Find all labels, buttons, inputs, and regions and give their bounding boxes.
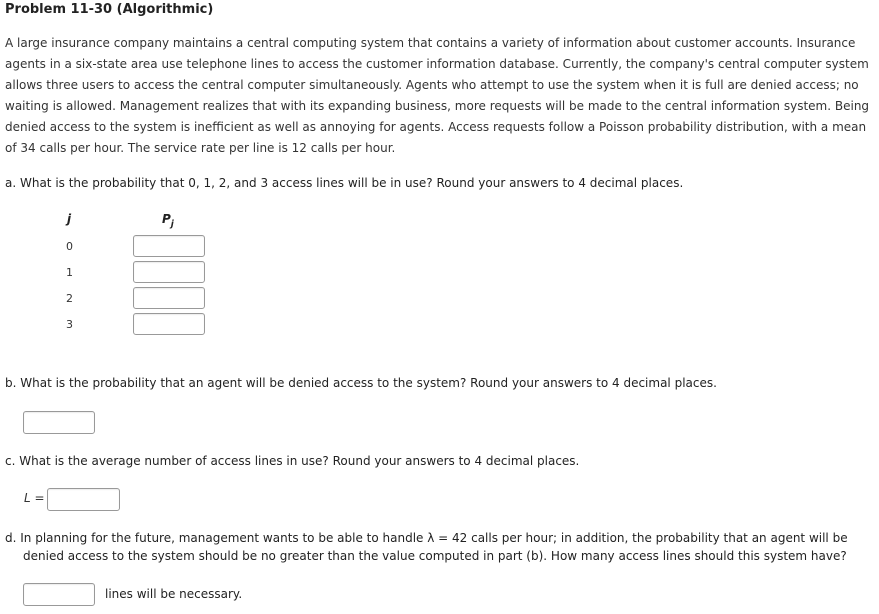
question-d: d. In planning for the future, management wants to be able to handle λ = 42 calls per hour; in addition, the probability that an agent will be denied access to the system should be no greater than the value computed in part (b). How many access lines should this system have? xyxy=(5,531,848,563)
p3-input[interactable] xyxy=(133,313,205,335)
row-label-j2: 2 xyxy=(66,292,73,305)
lines-needed-suffix: lines will be necessary. xyxy=(105,587,243,601)
column-header-p-subscript: j xyxy=(170,219,174,230)
p0-input[interactable] xyxy=(133,235,205,257)
problem-title: Problem 11-30 (Algorithmic) xyxy=(5,2,214,17)
l-label: L = xyxy=(24,491,45,505)
row-label-j1: 1 xyxy=(66,266,73,279)
denied-probability-input[interactable] xyxy=(23,411,95,434)
average-lines-input[interactable] xyxy=(47,488,120,511)
row-label-j3: 3 xyxy=(66,318,73,331)
column-header-pj xyxy=(162,212,174,229)
question-a: a. What is the probability that 0, 1, 2, and 3 access lines will be in use? Round your answers to 4 decimal places. xyxy=(5,176,684,190)
p2-input[interactable] xyxy=(133,287,205,309)
lines-needed-input[interactable] xyxy=(23,583,95,606)
question-b: b. What is the probability that an agent will be denied access to the system? Round your answers to 4 decimal places. xyxy=(5,376,717,390)
column-header-p: P xyxy=(162,212,171,226)
p1-input[interactable] xyxy=(133,261,205,283)
question-c: c. What is the average number of access lines in use? Round your answers to 4 decimal places. xyxy=(5,454,580,468)
problem-description: A large insurance company maintains a central computing system that contains a variety of information about customer accounts. Insurance agents in a six-state area use telephone lines to access the customer information database. Currently, the company's central computer system allows three users to access the central computer simultaneously. Agents who attempt to use the system when it is full are denied access; no waiting is allowed. Management realizes that with its expanding business, more requests will be made to the central information system. Being denied access to the system is inefficient as well as annoying for agents. Access requests follow a Poisson probability distribution, with a mean of 34 calls per hour. The service rate per line is 12 calls per hour. xyxy=(5,36,870,155)
row-label-j0: 0 xyxy=(66,240,73,253)
column-header-j: j xyxy=(67,212,72,226)
